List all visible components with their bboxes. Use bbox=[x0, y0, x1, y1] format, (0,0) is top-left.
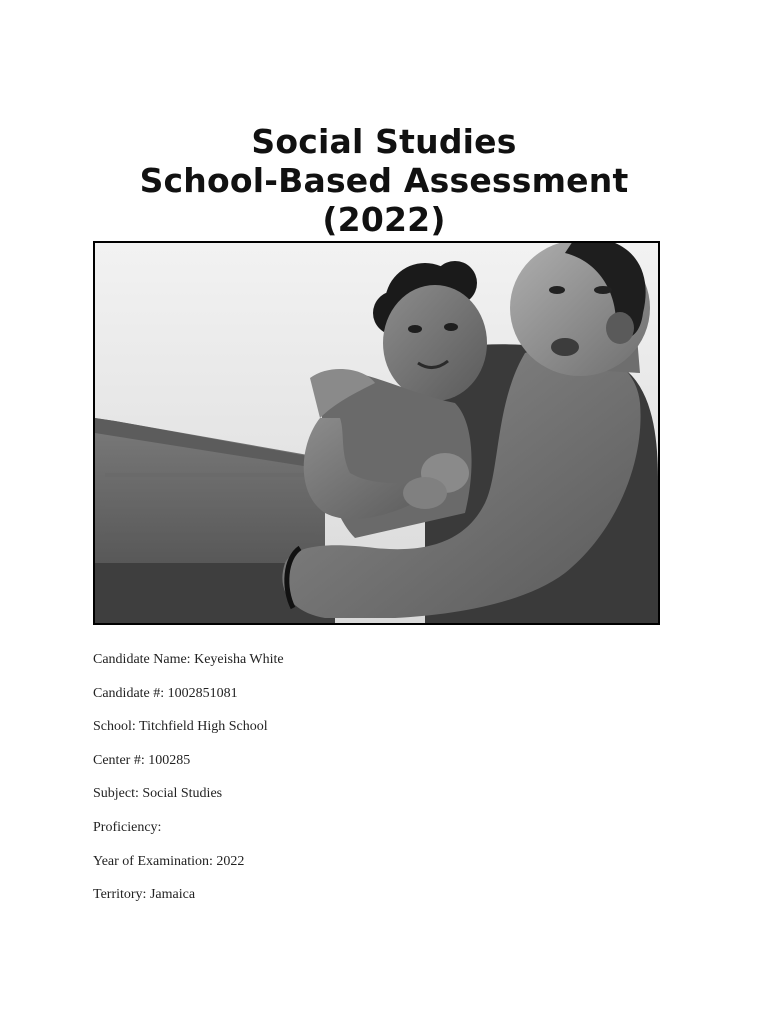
detail-value: Jamaica bbox=[149, 887, 196, 903]
cover-photo bbox=[93, 241, 660, 625]
candidate-details bbox=[93, 651, 284, 920]
detail-label: Proficiency: bbox=[93, 819, 162, 835]
detail-label: Territory: bbox=[93, 887, 147, 903]
detail-value: 1002851081 bbox=[167, 685, 238, 701]
detail-value: Keyeisha White bbox=[194, 652, 284, 667]
detail-row-candidate-name bbox=[93, 651, 284, 668]
detail-value: Social Studies bbox=[142, 786, 223, 802]
detail-row-school bbox=[93, 718, 284, 735]
document-title bbox=[0, 122, 768, 239]
title-line-2: School-Based Assessment bbox=[139, 161, 629, 200]
detail-row-candidate-number bbox=[93, 685, 284, 702]
photo-woman-holding-child-icon bbox=[95, 243, 658, 623]
title-line-1: Social Studies bbox=[251, 122, 517, 161]
detail-label: Center #: bbox=[93, 752, 145, 768]
detail-row-proficiency bbox=[93, 819, 284, 836]
detail-value: 100285 bbox=[148, 752, 191, 768]
detail-label: Candidate #: bbox=[93, 685, 165, 701]
detail-value: Titchfield High School bbox=[139, 719, 268, 735]
detail-label: School: bbox=[93, 719, 136, 735]
detail-label: Candidate Name: bbox=[93, 652, 191, 667]
detail-value: 2022 bbox=[216, 853, 245, 869]
detail-row-year-of-examination bbox=[93, 853, 284, 870]
title-line-3: (2022) bbox=[322, 200, 446, 239]
detail-label: Year of Examination: bbox=[93, 853, 213, 869]
detail-row-center-number bbox=[93, 752, 284, 769]
detail-row-subject bbox=[93, 785, 284, 802]
detail-row-territory bbox=[93, 886, 284, 903]
detail-label: Subject: bbox=[93, 786, 139, 802]
